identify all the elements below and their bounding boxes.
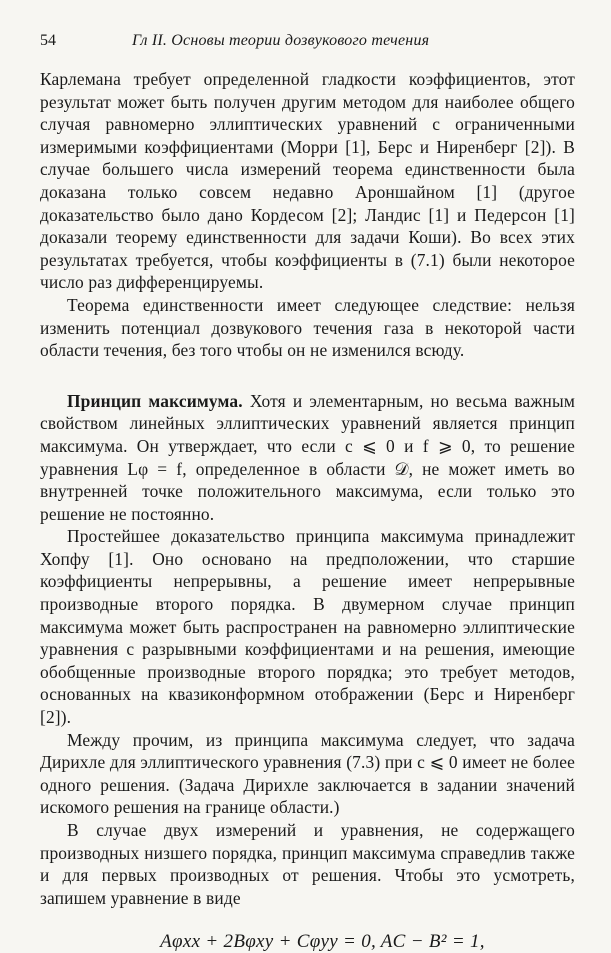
paragraph-dirichlet: Между прочим, из принципа максимума следует, что задача Дирихле для эллиптического уравнения (7.3) при c ⩽ 0 имеет не более одного решения. (Задача Дирихле заключается в задании значений искомого решения на границе области.) (40, 729, 575, 818)
body-text (40, 68, 575, 909)
section-gap (40, 362, 575, 390)
paragraph-two-dimensions: В случае двух измерений и уравнения, не содержащего производных низшего порядка, принцип максимума справедлив также и для первых производных от решения. Чтобы это усмотреть, запишем уравнение в виде (40, 820, 575, 908)
paragraph-maximum-principle (40, 390, 575, 526)
paragraph-hopf: Простейшее доказательство принципа максимума принадлежит Хопфу [1]. Оно основано на предположении, что старшие коэффициенты непрерывны, а решение имеет непрерывные производные второго порядка. В двумерном случае принцип максимума может быть распространен на равномерно эллиптические уравнения с разрывными коэффициентами и на решения, имеющие обобщенные производные второго порядка; это требует методов, основанных на квазиконформном отображении (Берс и Ниренберг [2]). (40, 526, 575, 728)
page-number: 54 (40, 32, 56, 49)
paragraph-continuation: Карлемана требует определенной гладкости коэффициентов, этот результат может быть получен другим методом для наиболее общего случая равномерно эллиптических уравнений с ограниченными измеримыми коэффициентами (Морри [1], Берс и Ниренберг [2]). В случае большего числа измерений теорема единственности была доказана только совсем недавно Ароншайном [1] (другое доказательство было дано Кордесом [2]; Ландис [1] и Педерсон [1] доказали теорему единственности для задачи Коши). Во всех этих результатах требуется, чтобы коэффициенты в (7.1) были некоторое число раз дифференцируемы. (40, 69, 575, 293)
page-header (40, 32, 575, 54)
equation: Aφxx + 2Bφxy + Cφyy = 0, AC − B² = 1, (160, 931, 485, 953)
paragraph-maximum-principle-text: Хотя и элементарным, но весьма важным свойством линейных эллиптических уравнений является принцип максимума. Он утверждает, что если c ⩽ 0 и f ⩾ 0, то решение уравнения Lφ = f, определенное в области 𝒟, не может иметь во внутренней точке положительного максимума, если только это решение не постоянно. (40, 390, 575, 524)
running-title: Гл II. Основы теории дозвукового течения (132, 32, 430, 49)
paragraph-corollary: Теорема единственности имеет следующее следствие: нельзя изменить потенциал дозвукового течения газа в некоторой части области течения, без того чтобы он не изменился всюду. (40, 294, 575, 361)
section-heading: Принцип максимума. (67, 390, 243, 411)
